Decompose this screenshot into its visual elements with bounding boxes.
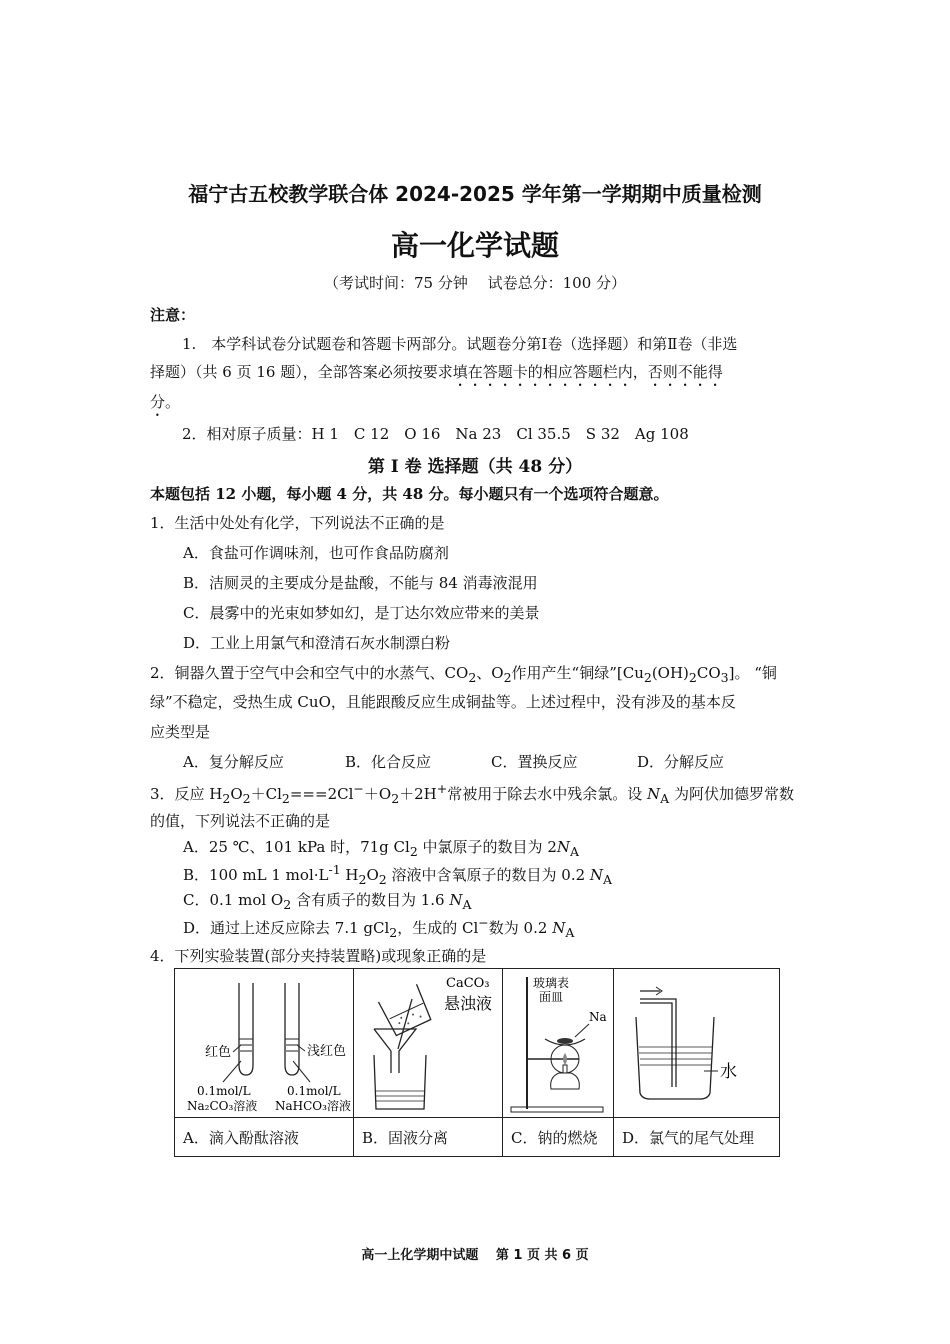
q1-option-b: B．洁厕灵的主要成分是盐酸，不能与 84 消毒液混用 (183, 574, 538, 592)
fig-b-caption: B．固液分离 (354, 1118, 503, 1157)
fig-a-cell (175, 969, 354, 1118)
notice-item-1-line-1: 1. 本学科试卷分试题卷和答题卡两部分。试题卷分第Ⅰ卷（选择题）和第Ⅱ卷（非选 (182, 335, 738, 353)
notice-item-1-line-2: 择题）（共 6 页 16 题），全部答案必须按要求填在答题卡的相应答题栏内，否则不能得 (150, 363, 723, 381)
q3-option-c: C．0.1 mol $O_2$ 含有质子的数目为 1.6 $N_A$ (183, 891, 472, 912)
exam-info: （考试时间：75 分钟 试卷总分：100 分） (323, 274, 627, 292)
q3-option-a: A．25 ℃、101 kPa 时，71g $Cl_2$ 中氯原子的数目为 $2N_A$ (183, 838, 580, 859)
q2-option-c: C．置换反应 (491, 753, 578, 771)
fig-b-cell (354, 969, 503, 1118)
q1-option-c: C．晨雾中的光束如梦如幻，是丁达尔效应带来的美景 (183, 604, 540, 622)
fig-d-cell (614, 969, 780, 1118)
q3-option-d: D．通过上述反应除去 7.1 gCl$_2$，生成的 Cl−数为 0.2 $N_A$ (183, 915, 575, 940)
q2-option-a: A．复分解反应 (183, 753, 284, 771)
q2-stem-line-2: 绿”不稳定，受热生成 CuO，且能跟酸反应生成铜盐等。上述过程中，没有涉及的基本反 (150, 693, 736, 711)
sodium-combustion-figure (503, 969, 613, 1117)
exam-header-title: 福宁古五校教学联合体 2024-2025 学年第一学期期中质量检测 (188, 182, 762, 206)
fig-c-label-1: 玻璃表 (533, 976, 570, 990)
q1-option-d: D．工业上用氯气和澄清石灰水制漂白粉 (183, 634, 451, 652)
fig-d-caption: D．氯气的尾气处理 (614, 1118, 780, 1157)
notice-label: 注意： (150, 306, 196, 324)
tail-gas-figure (614, 969, 779, 1117)
notice-item-2: 2．相对原子质量：H 1 C 12 O 16 Na 23 Cl 35.5 S 32 Ag 108 (182, 425, 689, 443)
q4-figure-table (174, 968, 780, 1157)
fig-c-label-3: Na (589, 1010, 607, 1024)
q1-option-a: A．食盐可作调味剂，也可作食品防腐剂 (183, 544, 449, 562)
fig-c-cell (503, 969, 614, 1118)
fig-a-right-conc: 0.1mol/L (287, 1084, 341, 1098)
section-1-instruction: 本题包括 12 小题，每小题 4 分，共 48 分。每小题只有一个选项符合题意。 (150, 485, 669, 503)
fig-a-right-color: 浅红色 (307, 1044, 347, 1059)
section-1-title: 第 I 卷 选择题（共 48 分） (367, 457, 583, 477)
q3-option-b: B．100 mL 1 $mol\cdot L^{-1}$ $H_2O_2$ 溶液中含氧原子的数目为 0.2 $N_A$ (183, 862, 613, 887)
q3-stem-line-2: 的值，下列说法不正确的是 (150, 812, 331, 830)
q2-stem-line-3: 应类型是 (150, 723, 211, 741)
filtration-figure (354, 969, 502, 1117)
q4-stem: 4．下列实验装置(部分夹持装置略)或现象正确的是 (150, 947, 487, 965)
exam-subject-title: 高一化学试题 (390, 229, 559, 262)
q1-stem: 1．生活中处处有化学，下列说法不正确的是 (150, 514, 445, 532)
fig-c-caption: C．钠的燃烧 (503, 1118, 614, 1157)
q3-stem-line-1: 3．反应 $H_2O_2+Cl_2===2Cl^-+O_2+2H^+$常被用于除去水中残余氯。设 $N_A$ 为阿伏加德罗常数 (150, 781, 794, 806)
q2-option-d: D．分解反应 (637, 753, 725, 771)
page-footer: 高一上化学期中试题 第 1 页 共 6 页 (361, 1248, 589, 1263)
fig-b-reagent: CaCO₃ (446, 976, 490, 991)
q2-option-b: B．化合反应 (345, 753, 432, 771)
test-tubes-figure (175, 969, 353, 1117)
q2-stem-line-1: 2．铜器久置于空气中会和空气中的水蒸气、$CO_2$、$O_2$作用产生“铜绿$”[Cu_2(OH)_2CO_3]$。 “铜 (150, 664, 777, 685)
fig-a-caption: A．滴入酚酞溶液 (175, 1118, 354, 1157)
fig-c-label-2: 面皿 (539, 990, 564, 1004)
notice-item-1-line-3: 分。 (150, 393, 181, 411)
fig-a-right-sol: NaHCO₃溶液 (275, 1099, 351, 1113)
fig-a-left-color: 红色 (205, 1045, 232, 1060)
fig-a-left-conc: 0.1mol/L (197, 1084, 251, 1098)
fig-d-label: 水 (720, 1062, 737, 1082)
fig-a-left-sol: Na₂CO₃溶液 (187, 1099, 258, 1113)
fig-b-reagent2: 悬浊液 (444, 994, 493, 1013)
